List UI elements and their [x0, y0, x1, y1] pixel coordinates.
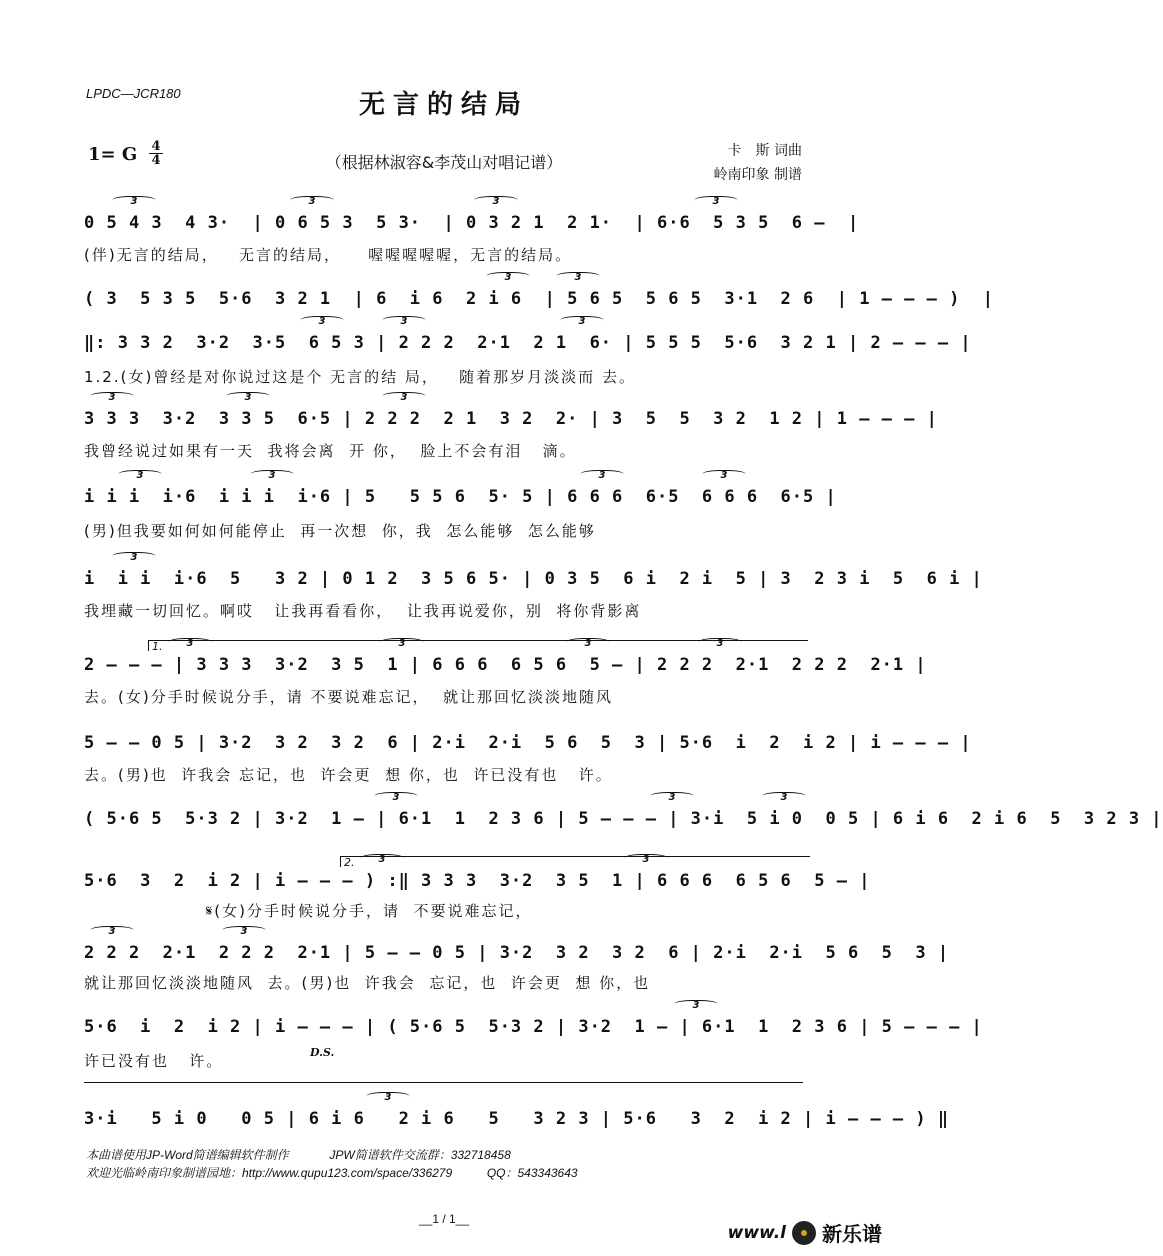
- lyrics-line: (男)但我要如何如何能停止 再一次想 你，我 怎么能够 怎么能够: [84, 522, 596, 540]
- triplet-mark: 3: [380, 638, 424, 649]
- volta-bracket-1: 1.: [148, 640, 808, 651]
- notation-line: 2 2 2 2·1 2 2 2 2·1 | 5 – – 0 5 | 3·2 3 2 3 2 6 | 2·i 2·i 5 6 5 3 |: [84, 943, 950, 963]
- footer-site: [86, 1164, 578, 1181]
- subtitle: （根据林淑容&李茂山对唱记谱）: [325, 153, 563, 172]
- triplet-mark: 3: [360, 854, 404, 865]
- key-signature: 1= G: [88, 144, 138, 165]
- dal-segno-mark: D.S.: [310, 1046, 335, 1059]
- footer-software-text: 本曲谱使用JP-Word简谱编辑软件制作: [86, 1148, 289, 1162]
- triplet-mark: 3: [366, 1092, 410, 1103]
- lyrics-line: 𝄋(女)分手时候说分手，请 不要说难忘记，: [84, 902, 533, 920]
- lyrics-line: 去。(男)也 许我会 忘记，也 许会更 想 你，也 许已没有也 许。: [84, 766, 613, 784]
- notation-line: ( 5·6 5 5·3 2 | 3·2 1 – | 6·1 1 2 3 6 | 5 – – – | 3·i 5 i 0 0 5 | 6 i 6 2 i 6 5 3 2 3 |: [84, 809, 1163, 829]
- triplet-mark: 3: [762, 792, 806, 803]
- notation-line: i i i i·6 5 3 2 | 0 1 2 3 5 6 5· | 0 3 5 6 i 2 i 5 | 3 2 3 i 5 6 i |: [84, 569, 983, 589]
- time-signature-bottom: 4: [151, 153, 161, 168]
- notation-line: 3 3 3 3·2 3 3 5 6·5 | 2 2 2 2 1 3 2 2· | 3 5 5 3 2 1 2 | 1 – – – |: [84, 409, 938, 429]
- lyrics-line: 许已没有也 许。: [84, 1052, 224, 1070]
- triplet-mark: 3: [382, 316, 426, 327]
- volta-bracket-2: 2.: [340, 856, 810, 867]
- score-code: LPDC—JCR180: [86, 86, 181, 101]
- triplet-mark: 3: [90, 926, 134, 937]
- triplet-mark: 3: [112, 196, 156, 207]
- triplet-mark: 3: [250, 470, 294, 481]
- notation-line: ( 3 5 3 5 5·6 3 2 1 | 6 i 6 2 i 6 | 5 6 5 5 6 5 3·1 2 6 | 1 – – – ) |: [84, 289, 995, 309]
- watermark-url: www.l: [727, 1222, 786, 1243]
- triplet-mark: 3: [694, 196, 738, 207]
- triplet-mark: 3: [168, 638, 212, 649]
- triplet-mark: 3: [566, 638, 610, 649]
- notation-line: 0 5 4 3 4 3· | 0 6 5 3 5 3· | 0 3 2 1 2 1· | 6·6 5 3 5 6 – |: [84, 213, 860, 233]
- time-signature-top: 4: [151, 139, 161, 154]
- final-bracket: [84, 1082, 803, 1093]
- watermark-brand: 新乐谱: [822, 1222, 882, 1246]
- triplet-mark: 3: [226, 392, 270, 403]
- triplet-mark: 3: [300, 316, 344, 327]
- triplet-mark: 3: [290, 196, 334, 207]
- notation-line: 5 – – 0 5 | 3·2 3 2 3 2 6 | 2·i 2·i 5 6 5 3 | 5·6 i 2 i 2 | i – – – |: [84, 733, 972, 753]
- lyrics-line: 去。(女)分手时候说分手，请 不要说难忘记， 就让那回忆淡淡地随风: [84, 688, 614, 706]
- page-number: __1 / 1__: [418, 1212, 470, 1226]
- triplet-mark: 3: [556, 272, 600, 283]
- triplet-mark: 3: [474, 196, 518, 207]
- triplet-mark: 3: [560, 316, 604, 327]
- lyrics-line: (伴)无言的结局， 无言的结局， 喔喔喔喔喔，无言的结局。: [84, 246, 573, 264]
- song-title: 无言的结局: [358, 90, 529, 120]
- triplet-mark: 3: [580, 470, 624, 481]
- triplet-mark: 3: [486, 272, 530, 283]
- triplet-mark: 3: [624, 854, 668, 865]
- lyrics-line: 我埋藏一切回忆。啊哎 让我再看看你， 让我再说爱你，别 将你背影离: [84, 602, 642, 620]
- footer-software: [86, 1146, 511, 1163]
- lyrics-line: 我曾经说过如果有一天 我将会离 开 你， 脸上不会有泪 滴。: [84, 442, 577, 460]
- lyrics-line: 1.2.(女)曾经是对你说过这是个 无言的结 局， 随着那岁月淡淡而 去。: [84, 368, 636, 386]
- credit-lyrics: 卡 斯 词曲: [727, 143, 802, 159]
- triplet-mark: 3: [702, 470, 746, 481]
- triplet-mark: 3: [90, 392, 134, 403]
- footer-site-link[interactable]: 欢迎光临岭南印象制谱园地：http://www.qupu123.com/space/336279: [86, 1166, 453, 1180]
- notation-line: 5·6 i 2 i 2 | i – – – | ( 5·6 5 5·3 2 | 3·2 1 – | 6·1 1 2 3 6 | 5 – – – |: [84, 1017, 983, 1037]
- notation-line: 5·6 3 2 i 2 | i – – – ) :‖ 3 3 3 3·2 3 5 1 | 6 6 6 6 5 6 5 – |: [84, 871, 871, 891]
- triplet-mark: 3: [674, 1000, 718, 1011]
- vinyl-disc-icon: [792, 1221, 816, 1245]
- watermark: [728, 1218, 882, 1247]
- notation-line: ‖: 3 3 2 3·2 3·5 6 5 3 | 2 2 2 2·1 2 1 6· | 5 5 5 5·6 3 2 1 | 2 – – – |: [84, 333, 972, 353]
- notation-line: 3·i 5 i 0 0 5 | 6 i 6 2 i 6 5 3 2 3 | 5·6 3 2 i 2 | i – – – ) ‖: [84, 1109, 950, 1129]
- lyrics-line: 就让那回忆淡淡地随风 去。(男)也 许我会 忘记，也 许会更 想 你，也: [84, 974, 651, 992]
- footer-qq-text: QQ：543343643: [486, 1166, 578, 1180]
- triplet-mark: 3: [650, 792, 694, 803]
- notation-line: 2 – – – | 3 3 3 3·2 3 5 1 | 6 6 6 6 5 6 5 – | 2 2 2 2·1 2 2 2 2·1 |: [84, 655, 927, 675]
- triplet-mark: 3: [374, 792, 418, 803]
- triplet-mark: 3: [118, 470, 162, 481]
- triplet-mark: 3: [382, 392, 426, 403]
- notation-line: i i i i·6 i i i i·6 | 5 5 5 6 5· 5 | 6 6 6 6·5 6 6 6 6·5 |: [84, 487, 837, 507]
- triplet-mark: 3: [112, 552, 156, 563]
- triplet-mark: 3: [698, 638, 742, 649]
- footer-group-text: JPW简谱软件交流群：332718458: [329, 1148, 511, 1162]
- credit-arranger: 岭南印象 制谱: [713, 167, 802, 183]
- triplet-mark: 3: [222, 926, 266, 937]
